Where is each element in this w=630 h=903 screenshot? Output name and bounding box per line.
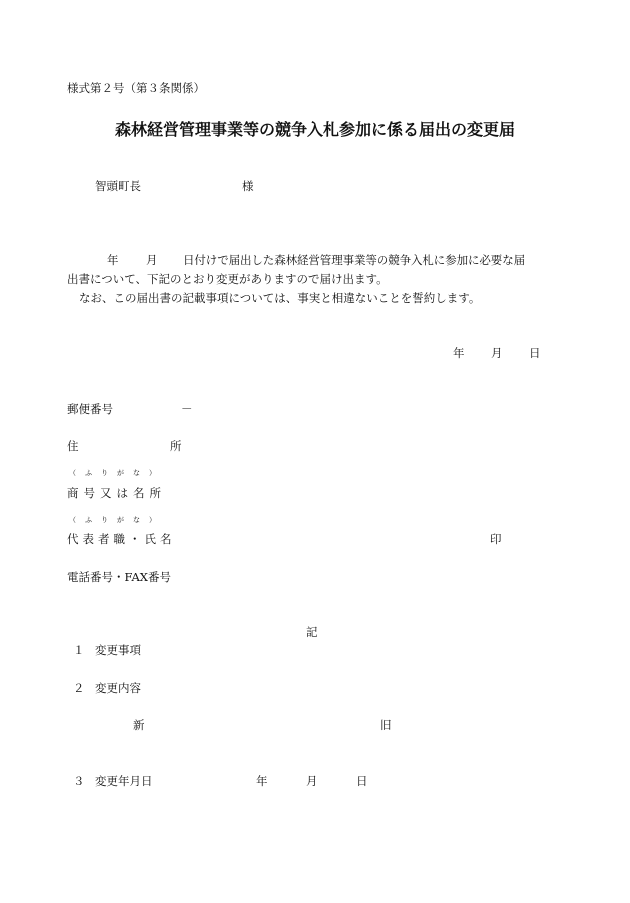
new-label: 新: [133, 718, 145, 732]
postal-label: 郵便番号: [67, 402, 113, 416]
addressee-name: 智頭町長: [95, 179, 141, 193]
body-line-1: 日付けで届出した森林経営管理事業等の競争入札に参加に必要な届: [183, 253, 525, 267]
body-year: 年: [107, 253, 119, 267]
item-1-number: １: [73, 643, 85, 657]
addressee-honorific: 様: [242, 179, 254, 193]
phone-fax-label: 電話番号・FAX番号: [67, 570, 171, 584]
item-3-year: 年: [256, 774, 268, 788]
address-label-1: 住: [67, 439, 79, 453]
document-title: 森林経営管理事業等の競争入札参加に係る届出の変更届: [114, 120, 515, 139]
item-3-day: 日: [356, 774, 368, 788]
postal-dash: －: [181, 402, 193, 416]
representative-label: 代表者職・氏名: [67, 532, 176, 546]
address-label-2: 所: [170, 439, 182, 453]
furigana-label: （ふりがな）: [69, 516, 165, 524]
furigana-label: （ふりがな）: [69, 469, 165, 477]
form-number: 様式第２号（第３条関係）: [67, 81, 205, 95]
date-day: 日: [529, 346, 541, 360]
item-3-month: 月: [306, 774, 318, 788]
item-3-number: ３: [73, 774, 85, 788]
ki-heading: 記: [306, 625, 318, 639]
item-2-label: 変更内容: [95, 681, 141, 695]
body-month: 月: [146, 253, 158, 267]
date-month: 月: [491, 346, 503, 360]
item-2-number: ２: [73, 681, 85, 695]
old-label: 旧: [380, 718, 392, 732]
trade-name-label: 商号又は名所: [67, 486, 166, 500]
body-line-2: 出書について、下記のとおり変更がありますので届け出ます。: [67, 272, 388, 286]
body-line-3: なお、この届出書の記載事項については、事実と相違ないことを誓約します。: [79, 291, 481, 305]
item-3-label: 変更年月日: [95, 774, 153, 788]
date-year: 年: [453, 346, 465, 360]
item-1-label: 変更事項: [95, 643, 141, 657]
seal-mark: 印: [490, 532, 502, 546]
